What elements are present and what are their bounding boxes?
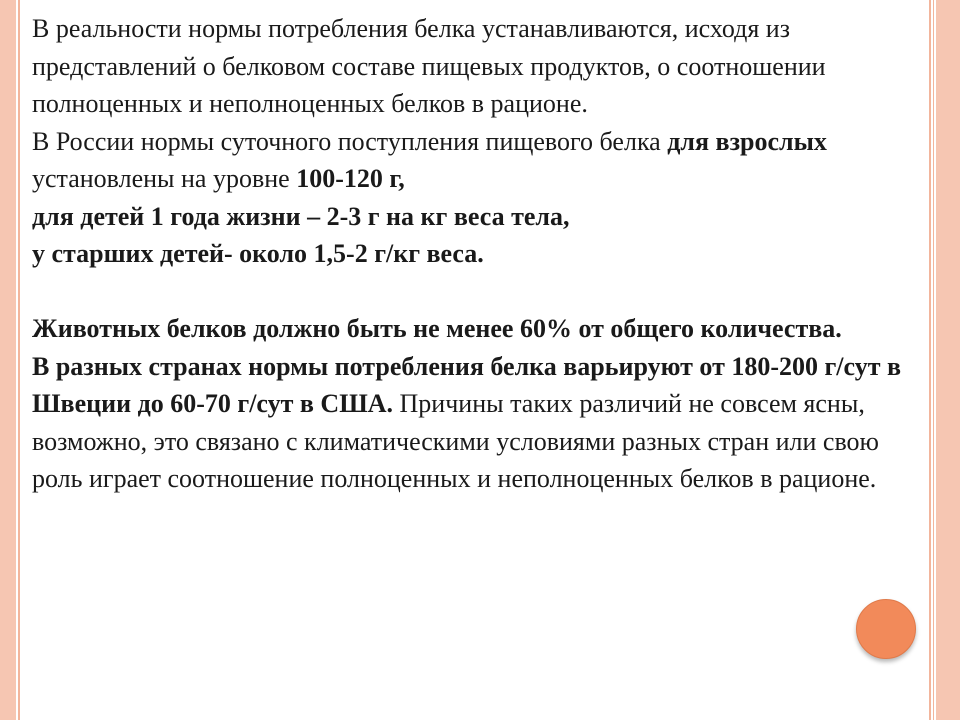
paragraph-older-children [32, 235, 932, 273]
right-border-bar [936, 0, 960, 720]
paragraph-countries [32, 348, 932, 498]
paragraph-russia-norms [32, 123, 932, 198]
left-border-line [18, 0, 20, 720]
decorative-circle [856, 599, 916, 659]
right-border-line-thin [933, 0, 934, 720]
older-children-norm: у старших детей- около 1,5-2 г/кг веса. [32, 239, 484, 268]
animal-protein-text: Животных белков должно быть не менее 60% от общего количества. [32, 314, 842, 343]
paragraph-gap [32, 273, 932, 311]
adults-label: для взрослых [667, 126, 827, 156]
paragraph-infants [32, 198, 932, 236]
countries-reasons-text: Причины таких различий не совсем ясны, возможно, это связано с климатическими условиями разных стран или свою роль играет соотношение полноценных и неполноценных белков в рационе. [32, 389, 879, 493]
adults-amount: 100-120 г, [296, 164, 405, 193]
paragraph-animal-protein [32, 310, 932, 348]
countries-norms-text: В разных странах нормы потребления белка варьируют от 180-200 г/сут в Швеции до 60-70 г/сут в США. [32, 351, 902, 418]
slide-body [32, 10, 932, 498]
russia-norms-text: В России нормы суточного поступления пищевого белка [32, 126, 668, 156]
russia-norms-text-2: установлены на уровне [32, 164, 297, 193]
left-border-bar [0, 0, 16, 720]
infants-norm: для детей 1 года жизни – 2-3 г на кг веса тела, [32, 201, 570, 231]
paragraph-intro: В реальности нормы потребления белка устанавливаются, исходя из представлений о белковом составе пищевых продуктов, о соотношении полноценных и неполноценных белков в рационе. [32, 14, 826, 118]
